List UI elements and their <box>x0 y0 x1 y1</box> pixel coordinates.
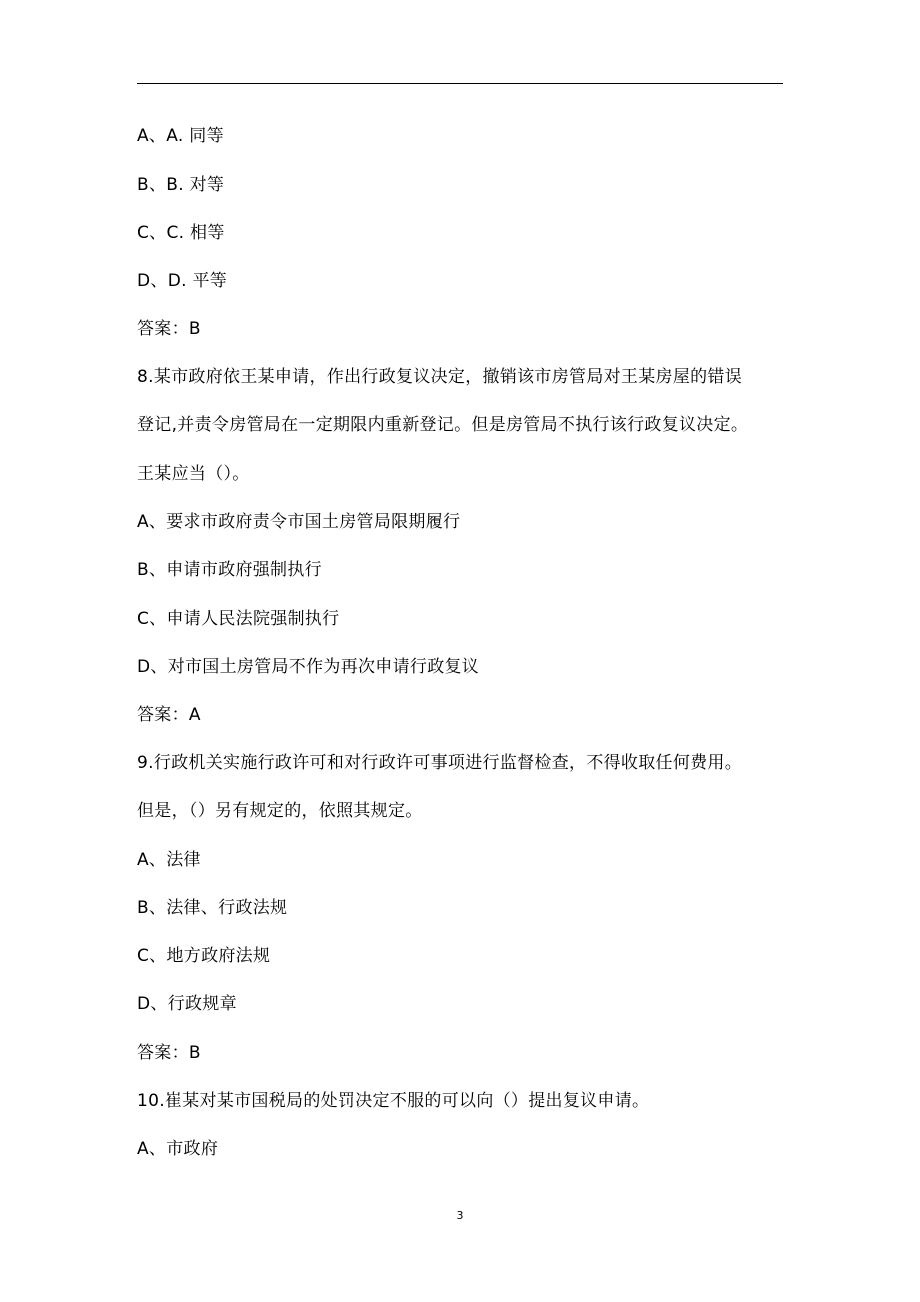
option-line: C、地方政府法规 <box>137 946 271 966</box>
option-line: B、申请市政府强制执行 <box>137 560 322 580</box>
option-line: D、对市国土房管局不作为再次申请行政复议 <box>137 657 480 677</box>
option-line: A、市政府 <box>137 1139 219 1159</box>
option-line: C、C. 相等 <box>137 223 225 243</box>
question-line: 8.某市政府依王某申请，作出行政复议决定，撤销该市房管局对王某房屋的错误 <box>137 367 743 387</box>
option-line: D、行政规章 <box>137 994 237 1014</box>
option-line: D、D. 平等 <box>137 271 228 291</box>
header-rule <box>137 83 783 84</box>
question-line: 登记,并责令房管局在一定期限内重新登记。但是房管局不执行该行政复议决定。 <box>137 415 749 435</box>
page-number: 3 <box>456 1209 464 1222</box>
option-line: B、法律、行政法规 <box>137 898 288 918</box>
question-line: 10.崔某对某市国税局的处罚决定不服的可以向（）提出复议申请。 <box>137 1091 650 1111</box>
question-line: 9.行政机关实施行政许可和对行政许可事项进行监督检查，不得收取任何费用。 <box>137 753 743 773</box>
option-line: B、B. 对等 <box>137 175 225 195</box>
question-line: 但是，（）另有规定的，依照其规定。 <box>137 801 423 821</box>
answer-line: 答案：B <box>137 1043 201 1063</box>
option-line: A、法律 <box>137 850 201 870</box>
option-line: A、要求市政府责令市国土房管局限期履行 <box>137 512 461 532</box>
answer-line: 答案：A <box>137 705 201 725</box>
question-line: 王某应当（）。 <box>137 464 250 484</box>
answer-line: 答案：B <box>137 319 201 339</box>
option-line: A、A. 同等 <box>137 126 224 146</box>
option-line: C、申请人民法院强制执行 <box>137 609 340 629</box>
